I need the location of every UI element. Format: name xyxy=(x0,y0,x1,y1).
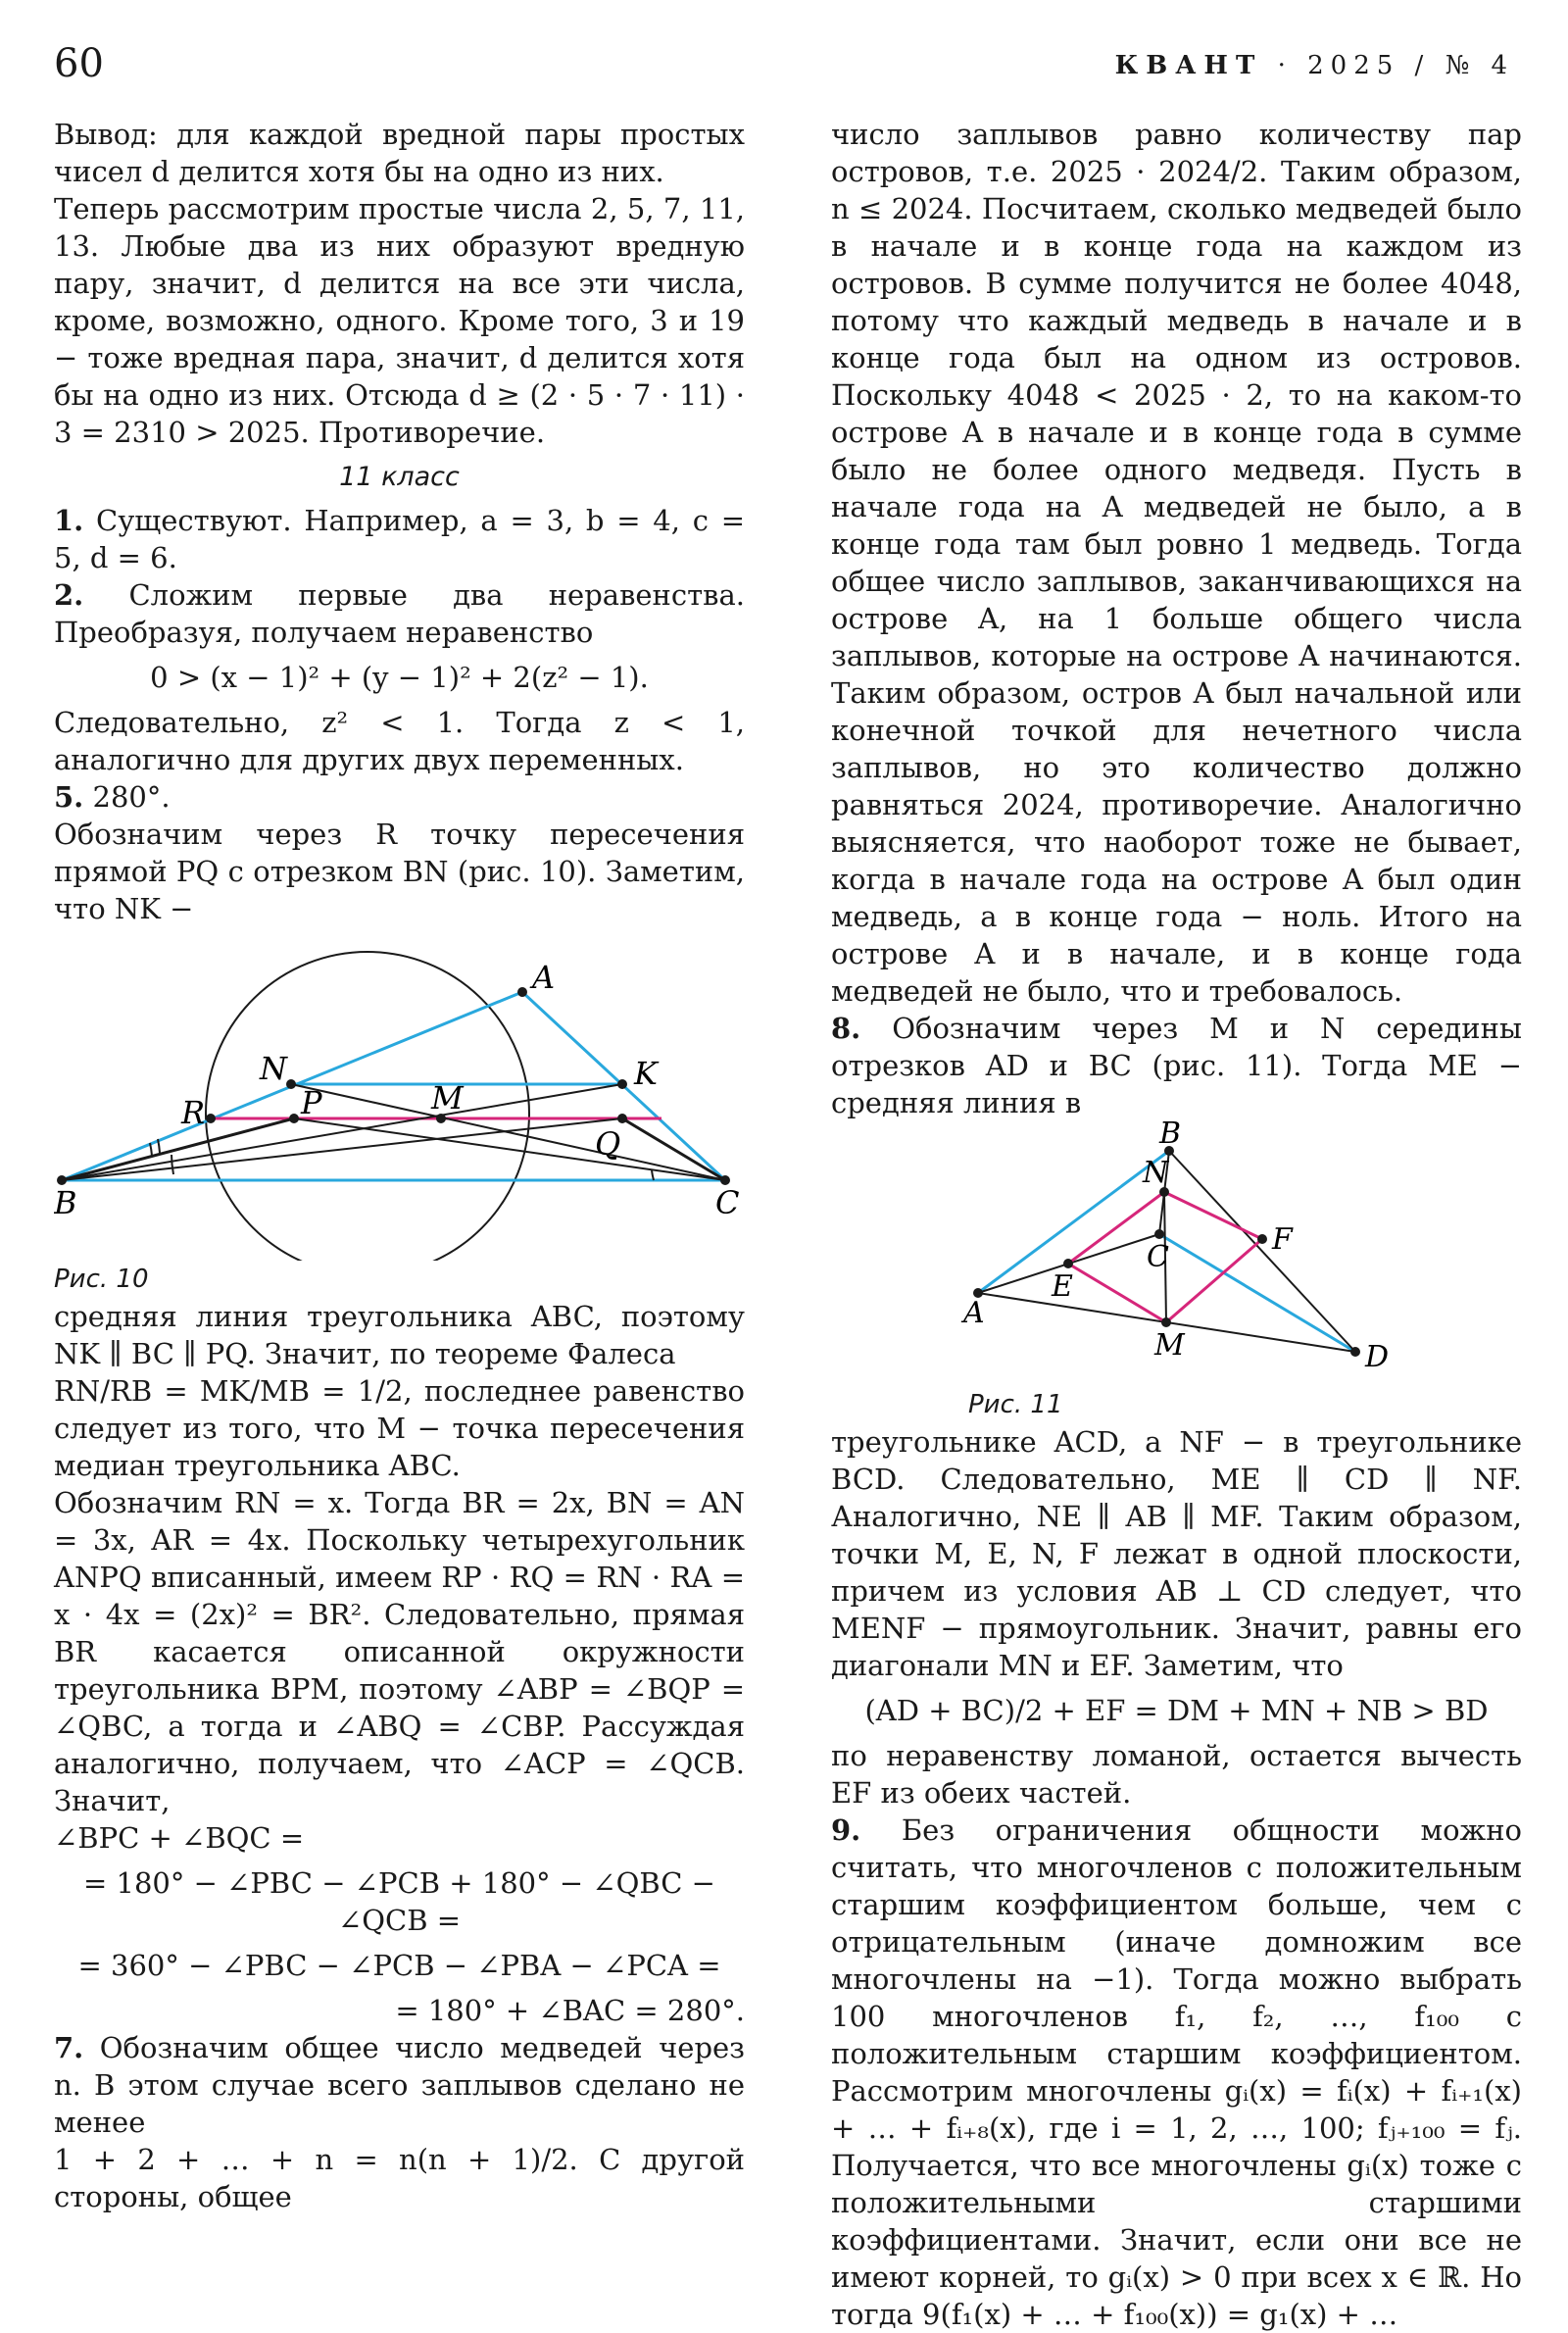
solution-5 xyxy=(54,778,745,816)
journal-name: КВАНТ xyxy=(1114,51,1263,80)
point-A xyxy=(517,987,527,997)
label-N: N xyxy=(1143,1156,1169,1190)
label-Q: Q xyxy=(595,1125,621,1163)
label-F: F xyxy=(1272,1222,1293,1257)
figure-10 xyxy=(54,927,745,1261)
label-R: R xyxy=(181,1094,206,1131)
solution-9 xyxy=(831,1812,1522,2333)
point-K xyxy=(617,1079,627,1089)
problem-number: 2. xyxy=(54,578,84,612)
problem-number: 8. xyxy=(831,1012,861,1045)
journal-title xyxy=(1115,51,1514,80)
problem-number: 9. xyxy=(831,1813,861,1847)
label-C: C xyxy=(1147,1240,1169,1274)
line-BQ xyxy=(62,1118,622,1180)
paragraph xyxy=(54,2141,745,2215)
label-C: C xyxy=(715,1184,740,1221)
segment-BD xyxy=(1169,1151,1355,1352)
left-column xyxy=(54,116,745,2215)
paragraph: число заплывов равно количеству пар островов, т.е. 2025 · 2024/2. Таким образом, n ≤ 2024. Посчитаем, сколько медведей было в начале и в конце года на каждом из островов. В сумме получится не более 4048, потому что каждый медведь в начале и в конце года был на одном из островов. Поскольку 4048 < 2025 · 2, то на каком-то острове A в начале и в конце года в сумме было не более одного медведя. Пусть в начале года на A медведей не было, а в конце года там был ровно 1 медведь. Тогда общее число заплывов, заканчивающихся на острове A, на 1 больше общего числа заплывов, которые на острове A начинаются. Таким образом, остров A был начальной или конечной точкой для нечетного числа заплывов, но это количество должно равняться 2024, противоречие. Аналогично выясняется, что наоборот тоже не бывает, когда в начале года на острове A был один медведь, а в конце года − ноль. Итого на острове A и в начале, и в конце года медведей не было, что и требовалось. xyxy=(831,118,1522,1008)
fraction-equation: RN/RB = MK/MB = 1/2, xyxy=(54,1374,413,1408)
journal-issue: 2025 / № 4 xyxy=(1307,51,1514,80)
label-A: A xyxy=(963,1296,985,1330)
label-M: M xyxy=(431,1079,464,1117)
line-PC xyxy=(294,1118,725,1180)
circumcircle xyxy=(206,952,529,1261)
label-K: K xyxy=(634,1055,658,1092)
solution-text: Обозначим общее число медведей через n. В этом случае всего заплывов сделано не менее xyxy=(54,2031,745,2139)
line-QC xyxy=(622,1118,725,1180)
paragraph xyxy=(54,1372,745,1484)
point-M xyxy=(1161,1317,1171,1327)
page-header xyxy=(54,41,1514,90)
solution-7 xyxy=(54,2029,745,2141)
equation: = 360° − ∠PBC − ∠PCB − ∠PBA − ∠PCA = xyxy=(77,1949,721,1982)
solution-8 xyxy=(831,1010,1522,1121)
header-separator: · xyxy=(1277,51,1293,80)
label-E: E xyxy=(1052,1269,1073,1304)
solution-text: последнее равенство следует из того, что M − точка пересечения медиан треугольника ABC. xyxy=(54,1374,746,1482)
label-M: M xyxy=(1154,1328,1185,1363)
label-P: P xyxy=(301,1084,322,1121)
equation: ∠BPC + ∠BQC = xyxy=(54,1821,305,1855)
point-Q xyxy=(617,1114,627,1123)
point-D xyxy=(1350,1347,1360,1357)
label-B: B xyxy=(1159,1121,1182,1151)
point-P xyxy=(289,1114,299,1123)
paragraph: Теперь рассмотрим простые числа 2, 5, 7, 11, 13. Любые два из них образуют вредную пару, значит, d делится на все эти числа, кроме, возможно, одного. Кроме того, 3 и 19 − тоже вредная пара, значит, d делится хотя бы на одно из них. Отсюда d ≥ (2 · 5 · 7 · 11) · 3 = 2310 > 2025. Противоречие. xyxy=(54,192,745,449)
section-heading: 11 класс xyxy=(339,462,460,492)
line-BK xyxy=(62,1084,622,1180)
solution-text: Обозначим через M и N середины отрезков AD и BC (рис. 11). Тогда ME − средняя линия в xyxy=(831,1012,1522,1119)
point-R xyxy=(206,1114,216,1123)
label-A: A xyxy=(532,959,556,996)
solution-1 xyxy=(54,502,745,576)
segment-CD xyxy=(1159,1234,1355,1352)
figure-11 xyxy=(831,1121,1522,1386)
solution-text: С другой стороны, общее xyxy=(54,2143,746,2213)
equation: 0 > (x − 1)² + (y − 1)² + 2(z² − 1). xyxy=(150,661,649,694)
right-column xyxy=(831,116,1522,2333)
answer: 280°. xyxy=(92,780,171,814)
equation: = 180° − ∠PBC − ∠PCB + 180° − ∠QBC − ∠QCB = xyxy=(83,1866,715,1937)
paragraph: Обозначим RN = x. Тогда BR = 2x, BN = AN = 3x, AR = 4x. Поскольку четырехугольник ANPQ вписанный, имеем RP · RQ = RN · RA = x · 4x = (2x)² = BR². Следовательно, прямая BR касается описанной окружности треугольника BPM, поэтому ∠ABP = ∠BQP = ∠QBC, а тогда и ∠ABQ = ∠CBP. Рассуждая аналогично, получаем, что ∠ACP = ∠QCB. Значит, xyxy=(54,1486,745,1817)
point-N xyxy=(286,1079,296,1089)
point-E xyxy=(1063,1259,1073,1268)
label-B: B xyxy=(54,1184,77,1221)
equation: (AD + BC)/2 + EF = DM + MN + NB > BD xyxy=(864,1694,1489,1727)
problem-number: 5. xyxy=(54,780,84,814)
segment-AB xyxy=(978,1151,1169,1293)
problem-number: 1. xyxy=(54,504,84,537)
solution-text: Существуют. Например, a = 3, b = 4, c = 5, d = 6. xyxy=(54,504,746,574)
line-BP xyxy=(62,1118,294,1180)
problem-number: 7. xyxy=(54,2031,84,2064)
label-D: D xyxy=(1365,1340,1390,1374)
solution-2 xyxy=(54,576,745,651)
equation: 1 + 2 + … + n = n(n + 1)/2. xyxy=(54,2143,578,2176)
point-F xyxy=(1257,1234,1267,1244)
angle-mark-B xyxy=(172,1155,173,1174)
paragraph: Обозначим через R точку пересечения прямой PQ с отрезком BN (рис. 10). Заметим, что NK − xyxy=(54,818,745,925)
paragraph: треугольнике ACD, а NF − в треугольнике BCD. Следовательно, ME ∥ CD ∥ NF. Аналогично, NE ∥ AB ∥ MF. Таким образом, точки M, E, N, F лежат в одной плоскости, причем из условия AB ⊥ CD следует, что MENF − прямоугольник. Значит, равны его диагонали MN и EF. Заметим, что xyxy=(831,1425,1522,1682)
figure-caption: Рис. 11 xyxy=(968,1390,1063,1419)
paragraph: Вывод: для каждой вредной пары простых чисел d делится хотя бы на одно из них. xyxy=(54,118,745,188)
point-C xyxy=(1154,1229,1164,1239)
line-NC xyxy=(291,1084,725,1180)
equation: = 180° + ∠BAC = 280°. xyxy=(395,1994,745,2027)
paragraph: средняя линия треугольника ABC, поэтому NK ∥ BC ∥ PQ. Значит, по теореме Фалеса xyxy=(54,1300,745,1370)
paragraph: Следовательно, z² < 1. Тогда z < 1, аналогично для других двух переменных. xyxy=(54,706,745,776)
label-N: N xyxy=(260,1050,287,1087)
page-number: 60 xyxy=(54,41,104,86)
figure-caption: Рис. 10 xyxy=(54,1265,149,1294)
solution-text: Сложим первые два неравенства. Преобразуя, получаем неравенство xyxy=(54,578,746,649)
solution-text: Без ограничения общности можно считать, что многочленов с положительным старшим коэффициентом больше, чем с отрицательным (иначе домножим все многочлены на −1). Тогда можно выбрать 100 многочленов f₁, f₂, …, f₁₀₀ с положительным старшим коэффициентом. Рассмотрим многочлены gᵢ(x) = fᵢ(x) + fᵢ₊₁(x) + … + fᵢ₊₈(x), где i = 1, 2, …, 100; fⱼ₊₁₀₀ = fⱼ. Получается, что все многочлены gᵢ(x) тоже с положительными старшими коэффициентами. Значит, если они все не имеют корней, то gᵢ(x) > 0 при всех x ∈ ℝ. Но тогда 9(f₁(x) + … + f₁₀₀(x)) = g₁(x) + … xyxy=(831,1813,1522,2331)
paragraph: по неравенству ломаной, остается вычесть EF из обеих частей. xyxy=(831,1739,1522,1810)
